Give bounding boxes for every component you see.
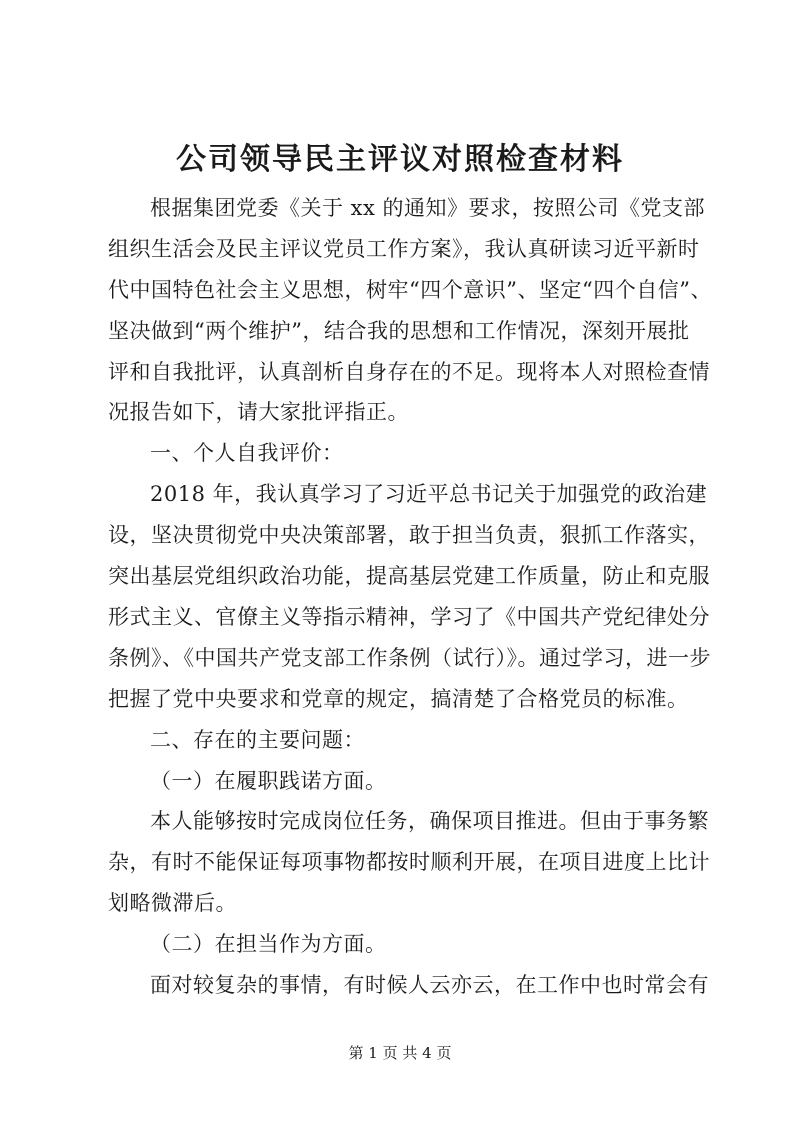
body-line: 形式主义、官僚主义等指示精神，学习了《中国共产党纪律处分 [108,605,710,629]
subsection-heading: （二）在担当作为方面。 [150,932,387,956]
body-line: 划略微滞后。 [108,891,237,915]
body-line: 本人能够按时完成岗位任务，确保项目推进。但由于事务繁 [150,809,709,833]
subsection-heading: （一）在履职践诺方面。 [150,769,387,793]
document-title: 公司领导民主评议对照检查材料 [176,142,624,177]
body-line: 2018 年，我认真学习了习近平总书记关于加强党的政治建 [150,482,708,506]
body-line: 把握了党中央要求和党章的规定，搞清楚了合格党员的标准。 [108,687,689,711]
body-line: 坚决做到“两个维护”，结合我的思想和工作情况，深刻开展批 [108,319,690,343]
section-heading: 二、存在的主要问题： [150,728,365,752]
body-line: 面对较复杂的事情，有时候人云亦云，在工作中也时常会有 [150,973,709,997]
body-line: 况报告如下，请大家批评指正。 [108,400,409,424]
body-line: 根据集团党委《关于 xx 的通知》要求，按照公司《党支部 [150,196,706,220]
page-footer: 第 1 页 共 4 页 [348,1044,452,1062]
body-line: 设，坚决贯彻党中央决策部署，敢于担当负责，狠抓工作落实， [108,523,710,547]
body-line: 代中国特色社会主义思想，树牢“四个意识”、坚定“四个自信”、 [108,278,712,302]
body-line: 杂，有时不能保证每项事物都按时顺利开展，在项目进度上比计 [108,850,710,874]
body-line: 突出基层党组织政治功能，提高基层党建工作质量，防止和克服 [108,564,710,588]
section-heading: 一、个人自我评价： [150,441,344,465]
body-line: 条例》、《中国共产党支部工作条例（试行）》。通过学习，进一步 [108,646,711,670]
body-line: 评和自我批评，认真剖析自身存在的不足。现将本人对照检查情 [108,360,710,384]
body-line: 组织生活会及民主评议党员工作方案》，我认真研读习近平新时 [108,237,700,261]
